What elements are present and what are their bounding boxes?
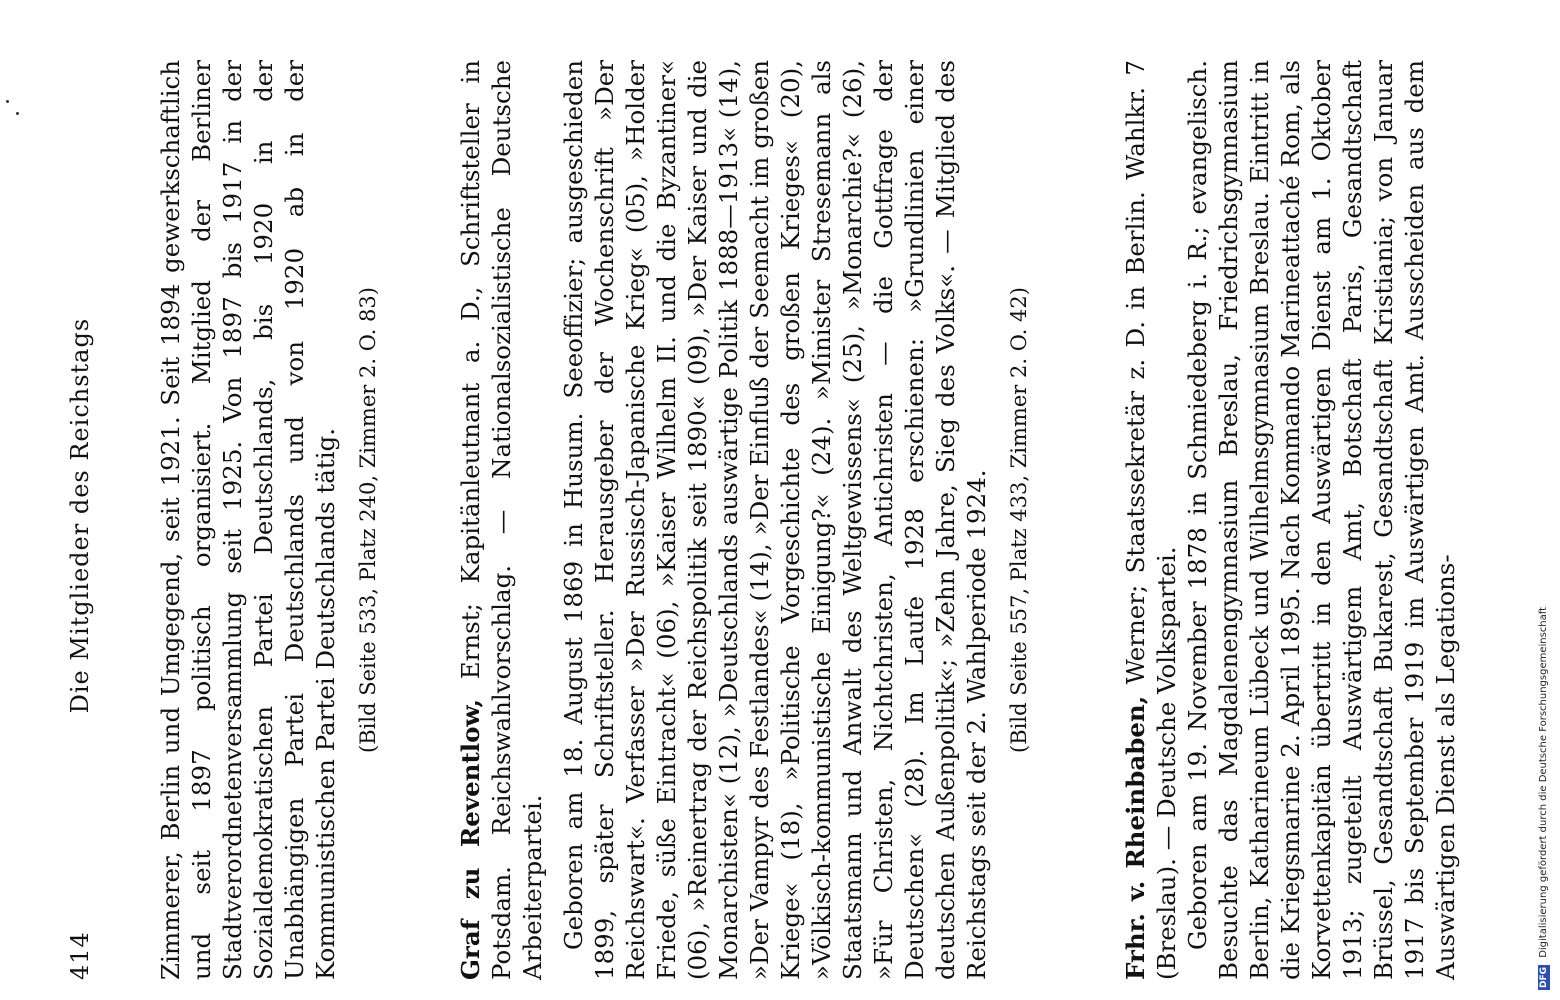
page-number: 414 bbox=[66, 931, 94, 980]
entry-rheinbaben bbox=[1120, 60, 1461, 980]
digitization-note bbox=[1538, 10, 1554, 990]
entry-paragraph: Geboren am 19. November 1878 in Schmiedeberg i. R.; evangelisch. Besuchte das Magdalenengymnasium Breslau, Friedrichsgymnasium Berlin, Katharineum Lübeck und Wilhelmsgymnasium Breslau. Eintritt in die Kriegsmarine 2. April 1895. Nach Kommando Marineattaché Rom, als Korvettenkapitän übertritt in den Auswärtigen Dienst am 1. Oktober 1913; zugeteilt Auswärtigem Amt, Botschaft Paris, Gesandtschaft Brüssel, Gesandtschaft Bukarest, Gesandtschaft Kristiania; von Januar 1917 bis September 1919 im Auswärtigen Amt. Ausscheiden aus dem Auswärtigen Dienst als Legations- bbox=[1183, 60, 1460, 980]
picture-reference: (Bild Seite 557, Platz 433, Zimmer 2. O. 42) bbox=[1007, 287, 1031, 753]
picture-reference: (Bild Seite 533, Platz 240, Zimmer 2. O. 83) bbox=[356, 287, 380, 753]
entry-intro: Werner; Staatssekretär z. D. in Berlin. Wahlkr. 7 (Breslau). — Deutsche Volkspartei. bbox=[1121, 60, 1181, 980]
entry-reventlow bbox=[455, 60, 1035, 980]
digitization-note-text: Digitalisierung gefördert durch die Deutsche Forschungsgemeinschaft bbox=[1538, 606, 1549, 958]
entry-paragraph: Zimmerer, Berlin und Umgegend, seit 1921. Seit 1894 gewerkschaftlich und seit 1897 politisch organisiert. Mitglied der Berliner Stadtverordnetenversammlung seit 1925. Von 1897 bis 1917 in der Sozialdemokratischen Partei Deutschlands, bis 1920 in der Unabhängigen Partei Deutschlands und von 1920 ab in der Kommunistischen Partei Deutschlands tätig. bbox=[156, 60, 340, 980]
entry-heading bbox=[455, 60, 548, 980]
entry-continuation bbox=[155, 60, 384, 980]
running-head bbox=[60, 60, 100, 980]
entry-heading bbox=[1120, 60, 1182, 980]
entry-paragraph: Geboren am 18. August 1869 in Husum. Seeoffizier; ausgeschieden 1899, später Schriftsteller. Herausgeber der Wochenschrift »Der Reichswart«. Verfasser »Der Russisch-Japanische Krieg« (05), »Holder Friede, süße Eintracht« (06), »Kaiser Wilhelm II. und die Byzantiner« (06), »Reinertrag der Reichspolitik seit 1890« (09), »Der Kaiser und die Monarchisten« (12), »Deutschlands auswärtige Politik 1888—1913« (14), »Der Vampyr des Festlandes« (14), »Der Einfluß der Seemacht im großen Kriege« (18), »Politische Vorgeschichte des großen Krieges« (20), »Völkisch-kommunistische Einigung?« (24). »Minister Stresemann als Staatsmann und Anwalt des Weltgewissens« (25), »Monarchie?« (26), »Für Christen, Nichtchristen, Antichristen — die Gottfrage der Deutschen« (28). Im Laufe 1928 erschienen: »Grundlinien einer deutschen Außenpolitik«; »Zehn Jahre, Sieg des Volks«. — Mitglied des Reichstags seit der 2. Wahlperiode 1924. bbox=[559, 60, 991, 980]
rotated-text-block bbox=[60, 60, 1500, 980]
running-title: Die Mitglieder des Reichstags bbox=[66, 317, 94, 714]
entry-name: Graf zu Reventlow, bbox=[456, 698, 485, 980]
dfg-logo: DFG bbox=[1539, 966, 1549, 988]
entry-name: Frhr. v. Rheinbaben, bbox=[1121, 695, 1150, 980]
scan-speck bbox=[16, 112, 19, 115]
scan-speck bbox=[6, 100, 9, 103]
entry-intro: Ernst; Kapitänleutnant a. D., Schriftsteller in Potsdam. Reichswahlvorschlag. — Nationalsozialistische Deutsche Arbeiterpartei. bbox=[456, 60, 547, 980]
